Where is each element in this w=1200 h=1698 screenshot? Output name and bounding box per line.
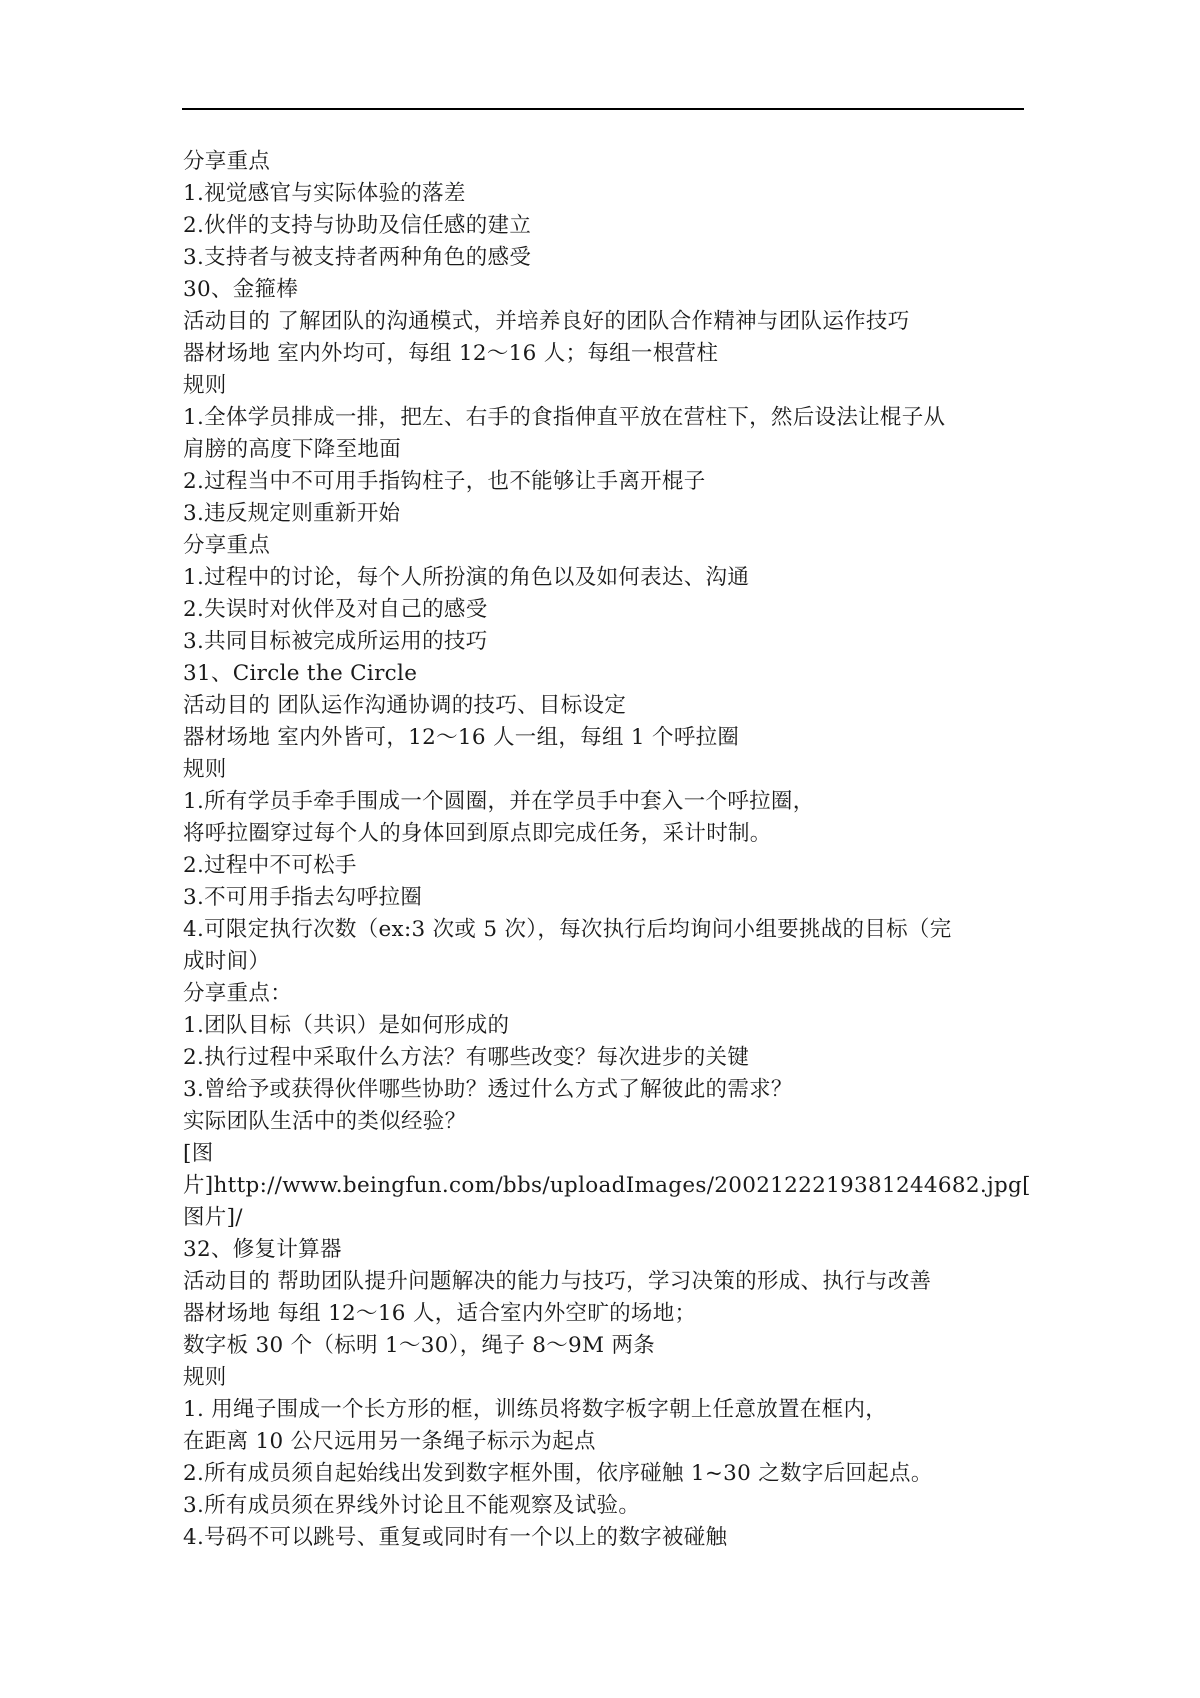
text-line: 分享重点 <box>183 149 271 174</box>
section-title: 31、Circle the Circle <box>183 661 418 686</box>
text-line: 4.号码不可以跳号、重复或同时有一个以上的数字被碰触 <box>183 1525 728 1550</box>
text-line: 3.共同目标被完成所运用的技巧 <box>183 629 488 654</box>
text-line: 规则 <box>183 373 227 398</box>
text-line: 器材场地 室内外皆可，12～16 人一组，每组 1 个呼拉圈 <box>183 725 740 750</box>
text-line: 3.曾给予或获得伙伴哪些协助？透过什么方式了解彼此的需求？ <box>183 1077 793 1102</box>
text-line: 2.失误时对伙伴及对自己的感受 <box>183 597 488 622</box>
document-body <box>183 146 1031 1554</box>
text-line: 1.过程中的讨论，每个人所扮演的角色以及如何表达、沟通 <box>183 565 750 590</box>
section-title: 32、修复计算器 <box>183 1237 342 1262</box>
text-line: 3.支持者与被支持者两种角色的感受 <box>183 245 532 270</box>
text-line: 活动目的 帮助团队提升问题解决的能力与技巧，学习决策的形成、执行与改善 <box>183 1269 932 1294</box>
text-line: 数字板 30 个（标明 1～30），绳子 8～9M 两条 <box>183 1333 656 1358</box>
text-line: 活动目的 了解团队的沟通模式，并培养良好的团队合作精神与团队运作技巧 <box>183 309 910 334</box>
text-line: 规则 <box>183 1365 227 1390</box>
text-line: 1.视觉感官与实际体验的落差 <box>183 181 466 206</box>
text-line: 分享重点 <box>183 533 271 558</box>
text-line: 4.可限定执行次数（ex:3 次或 5 次），每次执行后均询问小组要挑战的目标（完 <box>183 917 952 942</box>
text-line: 2.执行过程中采取什么方法？有哪些改变？每次进步的关键 <box>183 1045 750 1070</box>
text-line: 3.不可用手指去勾呼拉圈 <box>183 885 423 910</box>
text-line: 器材场地 每组 12～16 人，适合室内外空旷的场地； <box>183 1301 697 1326</box>
text-line: 2.过程当中不可用手指钩柱子，也不能够让手离开棍子 <box>183 469 706 494</box>
text-line: 分享重点： <box>183 981 293 1006</box>
text-line: 1.全体学员排成一排，把左、右手的食指伸直平放在营柱下，然后设法让棍子从 <box>183 405 946 430</box>
text-line: 2.过程中不可松手 <box>183 853 357 878</box>
text-line: 3.违反规定则重新开始 <box>183 501 401 526</box>
text-line: 2.伙伴的支持与协助及信任感的建立 <box>183 213 532 238</box>
text-line: 1.团队目标（共识）是如何形成的 <box>183 1013 510 1038</box>
image-url-text: 片]http://www.beingfun.com/bbs/uploadImages/20021222193812446​82.jpg[ <box>183 1173 1031 1198</box>
text-line: 2.所有成员须自起始线出发到数字框外围，依序碰触 1~30 之数字后回起点。 <box>183 1461 933 1486</box>
image-placeholder-text: 图片]/ <box>183 1205 243 1230</box>
text-line: 1.所有学员手牵手围成一个圆圈，并在学员手中套入一个呼拉圈， <box>183 789 815 814</box>
text-line: 1. 用绳子围成一个长方形的框，训练员将数字板字朝上任意放置在框内， <box>183 1397 888 1422</box>
text-line: 器材场地 室内外均可，每组 12～16 人；每组一根营柱 <box>183 341 719 366</box>
text-line: 活动目的 团队运作沟通协调的技巧、目标设定 <box>183 693 627 718</box>
text-line: 将呼拉圈穿过每个人的身体回到原点即完成任务，采计时制。 <box>183 821 772 846</box>
section-title: 30、金箍棒 <box>183 277 299 302</box>
text-line: 成时间） <box>183 949 271 974</box>
text-line: 3.所有成员须在界线外讨论且不能观察及试验。 <box>183 1493 641 1518</box>
text-line: 规则 <box>183 757 227 782</box>
text-line: 肩膀的高度下降至地面 <box>183 437 402 462</box>
header-rule <box>182 108 1024 110</box>
text-line: 实际团队生活中的类似经验？ <box>183 1109 467 1134</box>
text-line: 在距离 10 公尺远用另一条绳子标示为起点 <box>183 1429 596 1454</box>
image-placeholder-text: [图 <box>183 1141 214 1166</box>
